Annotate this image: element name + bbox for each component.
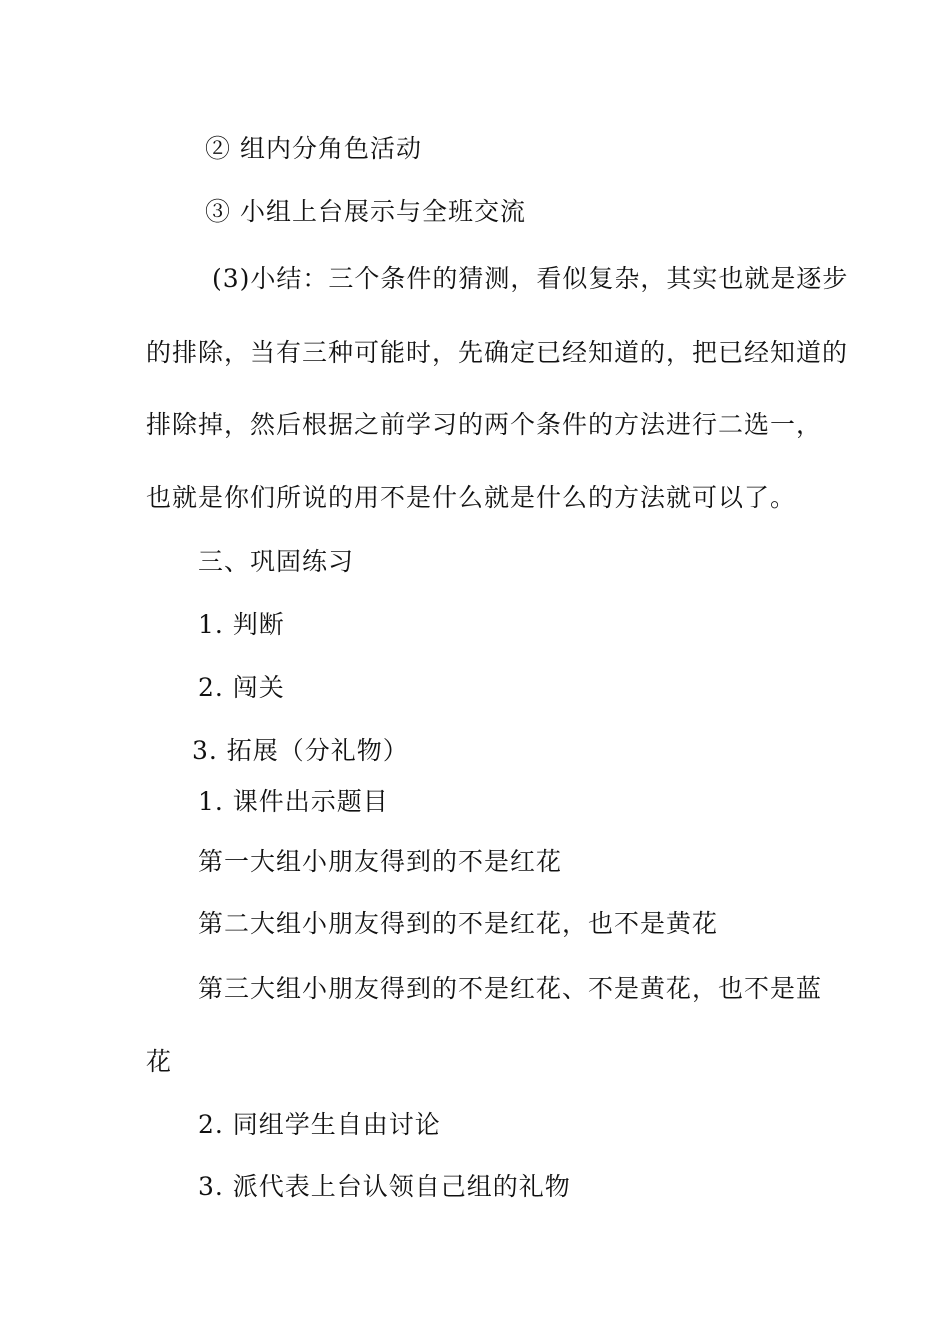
group-1-clue: 第一大组小朋友得到的不是红花	[198, 847, 563, 876]
practice-item-levels: 2. 闯关	[198, 673, 285, 702]
practice-item-extension: 3. 拓展（分礼物）	[192, 736, 409, 765]
practice-item-judge: 1. 判断	[198, 610, 285, 639]
step-2-discussion: 2. 同组学生自由讨论	[198, 1110, 441, 1139]
summary-paragraph-line-3: 排除掉，然后根据之前学习的两个条件的方法进行二选一，	[146, 410, 823, 439]
list-item-3-group-display: ③ 小组上台展示与全班交流	[205, 197, 526, 226]
group-3-clue-line-2: 花	[146, 1047, 173, 1076]
group-3-clue-line-1: 第三大组小朋友得到的不是红花、不是黄花，也不是蓝	[198, 974, 823, 1003]
group-2-clue: 第二大组小朋友得到的不是红花，也不是黄花	[198, 909, 719, 938]
summary-paragraph-line-1: (3)小结：三个条件的猜测，看似复杂，其实也就是逐步	[212, 264, 849, 293]
summary-paragraph-line-4: 也就是你们所说的用不是什么就是什么的方法就可以了。	[146, 483, 797, 512]
summary-paragraph-line-2: 的排除，当有三种可能时，先确定已经知道的，把已经知道的	[146, 338, 849, 367]
step-3-claim-gift: 3. 派代表上台认领自己组的礼物	[198, 1172, 571, 1201]
section-heading-practice: 三、巩固练习	[198, 547, 355, 576]
step-1-show-question: 1. 课件出示题目	[198, 787, 389, 816]
list-item-2-role-play: ② 组内分角色活动	[205, 134, 422, 163]
